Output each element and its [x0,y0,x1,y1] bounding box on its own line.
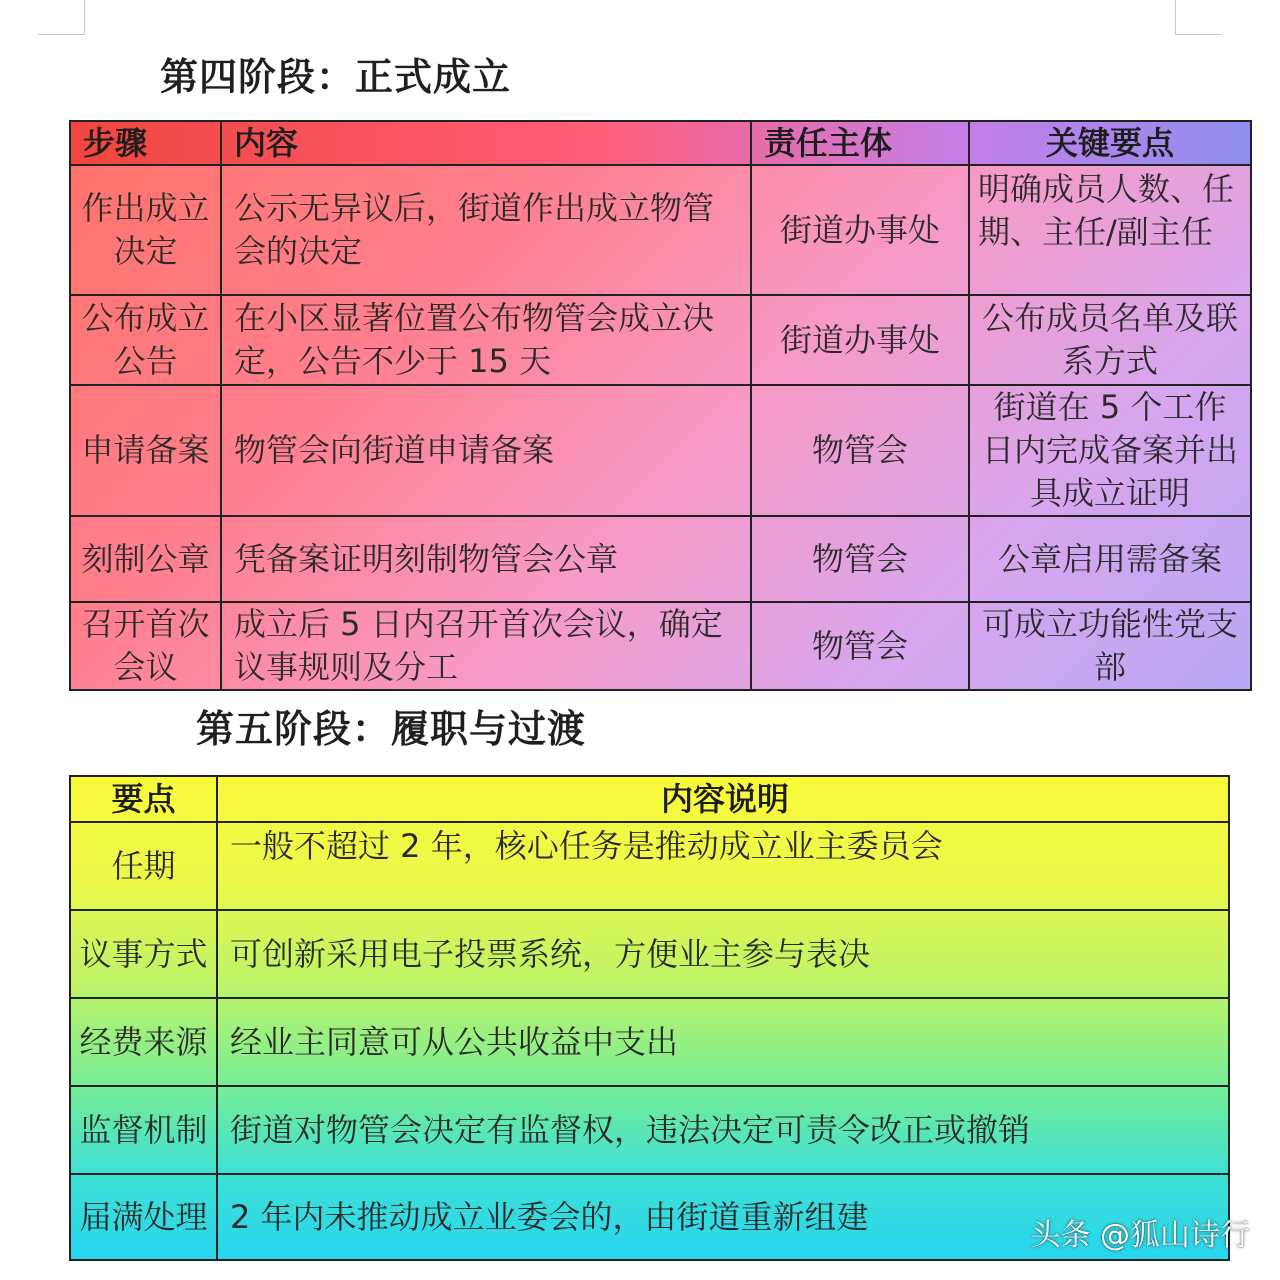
stage4-step-cell: 作出成立决定 [70,165,221,295]
stage5-row [70,910,1229,998]
stage4-header-responsible: 责任主体 [751,121,969,165]
stage4-row [70,385,1251,516]
stage4-header-step: 步骤 [70,121,221,165]
stage5-table [69,775,1230,1261]
stage5-header-row [70,776,1229,822]
stage4-key-points-cell: 公布成员名单及联系方式 [969,295,1251,385]
stage5-point-cell: 经费来源 [70,998,217,1086]
stage5-row [70,1086,1229,1174]
page-corner-mark-left [38,0,85,35]
stage4-header-key-points: 关键要点 [969,121,1251,165]
stage4-row [70,165,1251,295]
stage4-responsible-cell: 物管会 [751,385,969,516]
stage4-content-cell: 公示无异议后，街道作出成立物管会的决定 [221,165,751,295]
stage4-key-points-cell: 公章启用需备案 [969,516,1251,602]
stage5-point-cell: 监督机制 [70,1086,217,1174]
stage5-point-cell: 议事方式 [70,910,217,998]
stage4-responsible-cell: 物管会 [751,516,969,602]
stage4-row [70,295,1251,385]
stage5-header-point: 要点 [70,776,217,822]
stage4-content-cell: 凭备案证明刻制物管会公章 [221,516,751,602]
stage4-step-cell: 刻制公章 [70,516,221,602]
page-corner-mark-right [1175,0,1222,35]
stage4-row [70,516,1251,602]
stage5-description-cell: 街道对物管会决定有监督权，违法决定可责令改正或撤销 [217,1086,1229,1174]
stage5-row [70,822,1229,910]
stage5-description-cell: 可创新采用电子投票系统，方便业主参与表决 [217,910,1229,998]
stage4-step-cell: 公布成立公告 [70,295,221,385]
stage4-key-points-cell: 街道在 5 个工作日内完成备案并出具成立证明 [969,385,1251,516]
stage5-row [70,998,1229,1086]
stage4-responsible-cell: 街道办事处 [751,165,969,295]
stage5-point-cell: 届满处理 [70,1174,217,1260]
stage4-key-points-cell: 明确成员人数、任期、主任/副主任 [969,165,1251,295]
watermark-text: 头条 @狐山诗行 [1030,1218,1250,1253]
stage4-content-cell: 在小区显著位置公布物管会成立决定，公告不少于 15 天 [221,295,751,385]
stage5-header-description: 内容说明 [217,776,1229,822]
stage5-description-cell: 经业主同意可从公共收益中支出 [217,998,1229,1086]
stage5-title: 第五阶段：履职与过渡 [196,707,587,751]
stage5-point-cell: 任期 [70,822,217,910]
stage5-description-cell: 2 年内未推动成立业委会的，由街道重新组建 [217,1174,1229,1260]
stage4-key-points-cell: 可成立功能性党支部 [969,602,1251,690]
stage4-header-content: 内容 [221,121,751,165]
stage4-step-cell: 召开首次会议 [70,602,221,690]
stage4-step-cell: 申请备案 [70,385,221,516]
stage4-responsible-cell: 物管会 [751,602,969,690]
stage4-content-cell: 物管会向街道申请备案 [221,385,751,516]
stage4-header-row [70,121,1251,165]
stage4-responsible-cell: 街道办事处 [751,295,969,385]
stage4-table [69,120,1252,691]
stage4-content-cell: 成立后 5 日内召开首次会议，确定议事规则及分工 [221,602,751,690]
stage4-row [70,602,1251,690]
stage5-description-cell: 一般不超过 2 年，核心任务是推动成立业主委员会 [217,822,1229,910]
stage4-title: 第四阶段：正式成立 [160,55,512,99]
